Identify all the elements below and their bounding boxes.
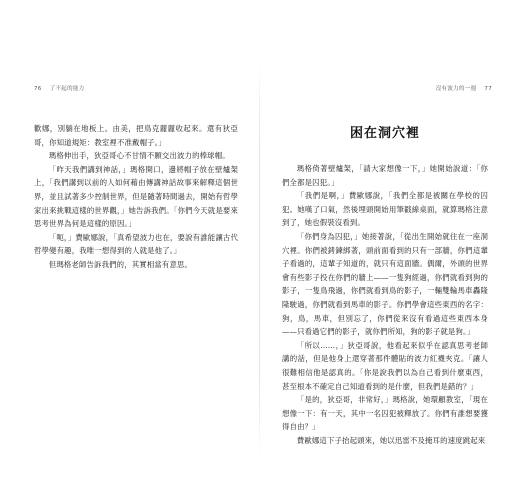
- paragraph: 瑪格倚著壁爐架，「請大家想像一下，」她開始說道：「你們全都是囚犯。」: [282, 164, 488, 187]
- paragraph: 歡娜，別躺在地板上。由美，把鳥克麗麗收起來。還有狄亞哥，你知道規矩：教室裡不准戴帽子。」: [34, 124, 238, 147]
- paragraph: 「昨天我們講到神話，」瑪格開口，邊將帽子放在壁爐架上，「我們講到以前的人如何藉由傳講神話故事來解釋這個世界，並且試著多少控制世界，但是隨著時間過去，開始有哲學家出來挑戰這樣的世界觀，」她告訴我們。「你們今天就是要來思考世界為何是這樣的原因。」: [34, 164, 238, 229]
- left-running-header: [34, 84, 90, 92]
- right-page-body: [282, 162, 488, 447]
- left-page-body: [34, 122, 238, 272]
- paragraph: 但瑪格老師告訴我們的，其實相當有意思。: [48, 259, 193, 269]
- right-running-header: [430, 84, 492, 92]
- paragraph: 「呃，」費歐娜說，「真希望波力也在，要說有誰能讓古代哲學變有趣，我唯一想得到的人就是他了。」: [34, 232, 238, 256]
- chapter-title: 困在洞穴裡: [349, 126, 420, 141]
- paragraph: 瑪格伸出手，狄亞哥心不甘情不願交出波力的棒球帽。: [48, 151, 230, 161]
- paragraph: 「你們身為囚犯，」她接著說，「從出生開始就住在一座洞穴裡。你們被銬鍊綁著，頭前面看到的只有一部牆，你們這輩子看過的，這輩子知道的，就只有這面牆。偶爾，外頭的世界會有些影子投在你們的牆上——一隻狗經過，你們就看到狗的影子，一隻鳥飛過，你們就看到鳥的影子，一輛雙輪馬車轟隆隆駛過，你們就看到馬車的影子。你們學會這些東西的名字：狗，鳥，馬車，但別忘了，你們從來沒有看過這些東西本身——只看過它們的影子，就你們所知，狗的影子就是狗。」: [282, 231, 488, 337]
- paragraph: 「是的，狄亞哥，非常好，」瑪格說，她環顧教室，「現在想像一下：有一天，其中一名囚犯被釋放了。你們有誰想要獲得自由？」: [282, 395, 488, 432]
- right-running-head: 沒有波力的一週: [435, 86, 477, 92]
- paragraph: 「所以……，」狄亞哥說，他看起來似乎在認真思考老師講的話，但是他身上還穿著那件體貼的波力紅襪夾克。「讓人很難相信他是認真的。「你是說我們以為自己看到什麼東西，甚至根本不確定自己知道看到的是什麼，但我們是錯的？」: [282, 340, 488, 391]
- right-page-number: 77: [484, 86, 492, 92]
- paragraph: 「我們是啊，」費歐娜說，「我們全都是被關在學校的囚犯。她嘆了口氣，然後埋頭開始用筆戳線桌面，就算瑪格注意到了，她也假裝沒看到。: [282, 191, 488, 228]
- left-page-number: 76: [34, 86, 42, 92]
- paragraph: 費歐娜這下子抬起頭來，她以迅雷不及掩耳的速度跳起來: [296, 435, 486, 445]
- left-running-head: 了不起的能力: [49, 86, 85, 92]
